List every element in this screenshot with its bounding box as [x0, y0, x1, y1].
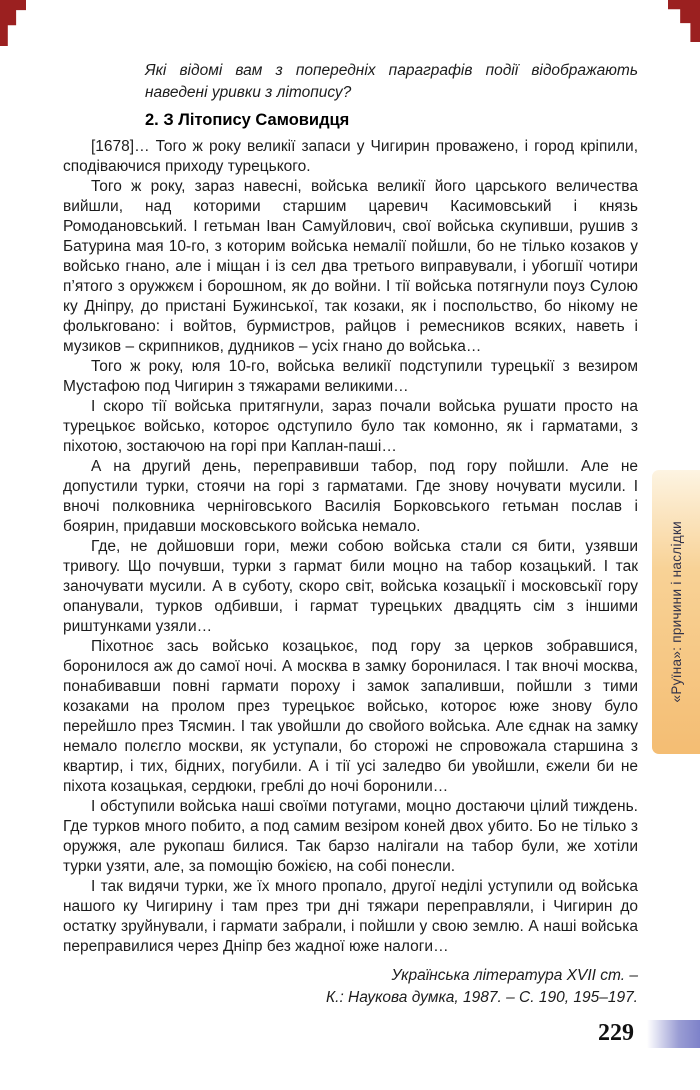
chronicle-paragraph: І так видячи турки, же їх много пропало, другої неділі уступили од войська нашого ку Чигирину і там през три дні тяжари переправляли, і Чигирин до остатку зруйнували, і гармати забрали, і пойшли у свою землю. А наші войська переправилися через Дніпр без жадної юже налоги… [63, 878, 638, 955]
chapter-side-tab [652, 470, 700, 754]
chronicle-paragraph: Того ж року, юля 10-го, войська великії подступили турецькії з везиром Мустафою под Чигирин з тяжарами великими… [63, 358, 638, 395]
chronicle-paragraph: І скоро тії войська притягнули, зараз почали войська рушати просто на турецькоє войсько, котороє одступило було так комонно, як і гарматами, з піхотою, зостаючою на горі при Каплан-паші… [63, 398, 638, 455]
top-right-corner-decoration [668, 0, 700, 42]
chronicle-text [63, 137, 638, 957]
chronicle-paragraph: [1678]… Того ж року великії запаси у Чигирин проважено, і город кріпили, сподіваючися приходу турецького. [63, 138, 638, 175]
chapter-side-tab-label: «Руїна»: причини і наслідки [668, 521, 684, 703]
chronicle-paragraph: А на другий день, переправивши табор, под гору пойшли. Але не допустили турки, стоячи на горі з гарматами. Где знову ночувати мусили. І вночі полковника черніговського Василія Борковського гетьман послав і боярин, придавши московського войська немало. [63, 458, 638, 535]
chronicle-paragraph: Того ж року, зараз навесні, войська великії його царського величества вийшли, над которими старшим царевич Касимовський і князь Ромодановський. І гетьман Іван Самуйлович, свої войська скупивши, рушив з Батурина мая 10-го, з которим войська немалії пойшли, бо не тілько козаков у войсько гнано, але і міщан і із сел два третього виправували, і убогшії чотири п’ятого з оружжєм і борошном, як до войни. І тії войська потягнули поуз Сулою ку Дніпру, до пристані Бужинської, так козаки, як і поспольство, бо нікому не фолькговано: і войтов, бурмистров, райцов і ремесников всяких, наветь і музиков – скрипников, дудников – усіх гнано до войська… [63, 178, 638, 355]
chronicle-paragraph: Піхотноє зась войсько козацькоє, под гору за церков зобравшися, боронилося аж до самої ночі. А москва в замку боронилася. І так вночі москва, понабивавши повні гармати пороху і замок запаливши, пойшли з тими козаками на пролом през турецькоє войсько, котороє юже знову було перейшло през Тясмин. І так увойшли до свойого войська. Але єднак на замку немало полєгло москви, як уступали, бо сторожі не спровожала старшина з квартир, і тих, бідних, погубили. А і тії усі заледво би увойшли, єжели би не піхота козацькая, сердюки, греблі до ночі боронили… [63, 638, 638, 795]
page-content [63, 60, 638, 1008]
chronicle-paragraph: І обступили войська наші своїми потугами, моцно достаючи цілий тиждень. Где турков много побито, а под самим везіром коней двох убито. Бо не тілько з оружжя, але рукопаш билися. Так барзо налігали на табор були, же хотіли турки узяти, але, за помощію божією, на собі понесли. [63, 798, 638, 875]
page-number: 229 [598, 1020, 634, 1046]
bottom-right-gradient-bar [647, 1020, 700, 1048]
intro-question: Які відомі вам з попередніх параграфів події відображають наведені уривки з літопису? [145, 62, 638, 101]
citation-line-1: Українська література XVII ст. – [391, 967, 638, 984]
source-citation [63, 965, 638, 1008]
citation-line-2: К.: Наукова думка, 1987. – С. 190, 195–197. [326, 988, 638, 1006]
chronicle-paragraph: Где, не дойшовши гори, межи собою войська стали ся бити, узявши тривогу. Що почувши, турки з гармат били моцно на табор козацький. І так заночувати мусили. А в суботу, скоро світ, войська козацькії і московськії гору опанували, турков одбивши, і гармат турецьких двадцять сім з іншими риштунками узяли… [63, 538, 638, 635]
top-left-corner-decoration [0, 0, 26, 46]
section-heading: 2. З Літопису Самовидця [145, 111, 350, 129]
